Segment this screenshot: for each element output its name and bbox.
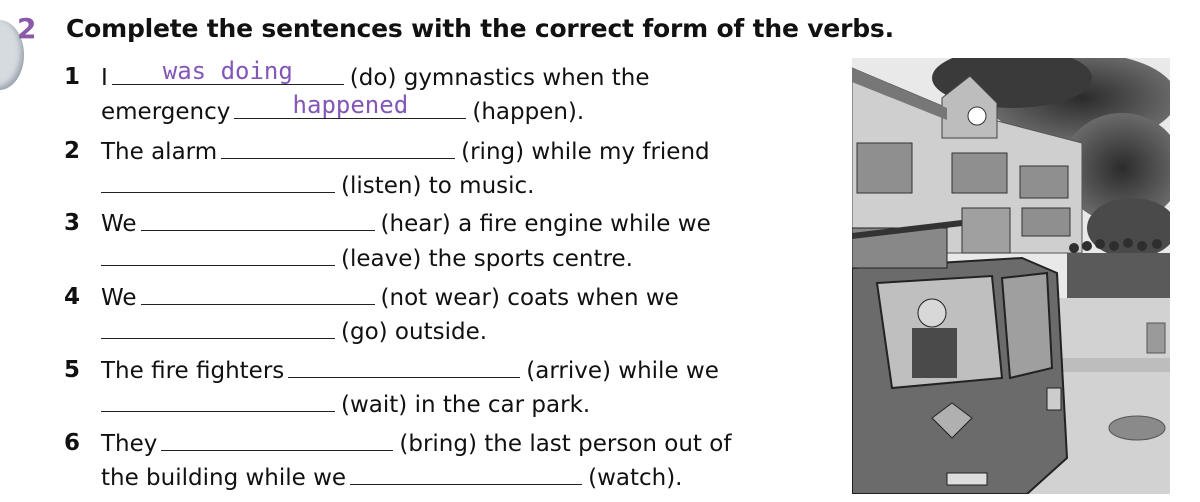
sentence-text: I [101, 65, 108, 91]
item-1-line-1 [101, 57, 650, 93]
sentence-text: (arrive) while we [526, 358, 719, 384]
handwritten-answer: was doing [162, 57, 293, 85]
exercise-number: 2 [17, 12, 37, 45]
answer-blank[interactable] [350, 462, 582, 485]
sentence-text: We [101, 211, 137, 237]
sentence-text: The fire fighters [101, 358, 285, 384]
item-6-line-2 [101, 462, 683, 493]
answer-blank[interactable] [101, 243, 335, 266]
item-3-line-1 [101, 208, 711, 239]
answer-blank[interactable] [141, 282, 375, 305]
item-5-line-2 [101, 389, 590, 420]
fire-engine [852, 223, 1067, 494]
sentence-text: (bring) the last person out of [399, 431, 732, 457]
item-6-line-1 [101, 428, 731, 459]
answer-blank[interactable] [234, 91, 466, 119]
sentence-text: The alarm [101, 139, 218, 165]
sentence-text: (leave) the sports centre. [341, 246, 633, 272]
item-2-line-2 [101, 170, 534, 201]
answer-blank[interactable] [101, 389, 335, 412]
handwritten-answer: happened [292, 91, 409, 119]
answer-blank[interactable] [141, 208, 375, 231]
exercise-instruction: Complete the sentences with the correct form of the verbs. [66, 14, 894, 43]
sentence-text: (go) outside. [341, 319, 488, 345]
item-number: 6 [64, 430, 81, 456]
item-number: 5 [64, 357, 81, 383]
item-4-line-2 [101, 316, 487, 347]
item-number: 1 [64, 64, 81, 90]
sentence-text: They [101, 431, 158, 457]
answer-blank[interactable] [161, 428, 393, 451]
item-number: 2 [64, 138, 81, 164]
sentence-text: the building while we [101, 465, 347, 491]
sentence-text: (watch). [588, 465, 683, 491]
crowd [1067, 238, 1170, 298]
item-number: 3 [64, 210, 81, 236]
fire-engine-school-illustration [852, 58, 1170, 494]
answer-blank[interactable] [288, 355, 520, 378]
answer-blank[interactable] [221, 136, 455, 159]
clock-icon [968, 107, 986, 125]
sentence-text: We [101, 285, 137, 311]
sentence-text: (listen) to music. [341, 173, 535, 199]
sentence-text: (ring) while my friend [461, 139, 710, 165]
firefighter-helmet-icon [918, 299, 946, 327]
answer-blank[interactable] [101, 316, 335, 339]
item-3-line-2 [101, 243, 633, 274]
item-5-line-1 [101, 355, 719, 386]
sentence-text: (happen). [472, 99, 585, 125]
sentence-text: emergency [101, 99, 231, 125]
answer-blank[interactable] [101, 170, 335, 193]
item-number: 4 [64, 284, 81, 310]
sentence-text: (do) gymnastics when the [349, 65, 650, 91]
item-2-line-1 [101, 136, 710, 167]
sentence-text: (wait) in the car park. [341, 392, 591, 418]
sentence-text: (not wear) coats when we [380, 285, 679, 311]
answer-blank[interactable] [112, 57, 344, 85]
sentence-text: (hear) a fire engine while we [380, 211, 711, 237]
item-4-line-1 [101, 282, 679, 313]
item-1-line-2 [101, 91, 585, 127]
